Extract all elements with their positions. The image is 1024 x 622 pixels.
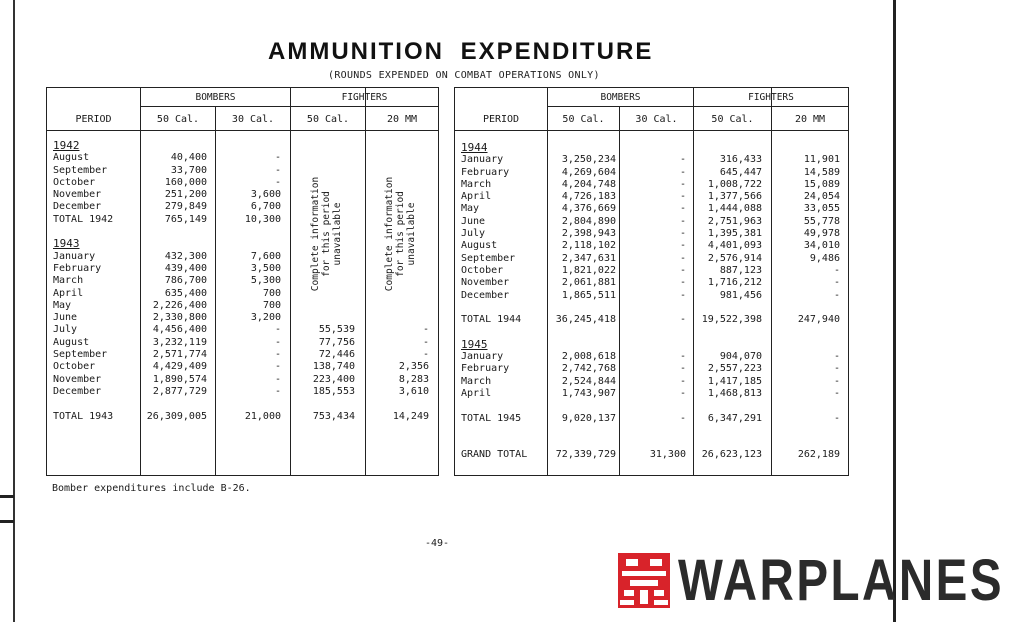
cell-bombers-50cal: 9,020,137 bbox=[561, 412, 616, 424]
row-period-label: March bbox=[53, 275, 84, 287]
watermark-text: WARPLANES bbox=[678, 548, 1005, 613]
row-period-label: June bbox=[53, 312, 78, 324]
period-header: PERIOD bbox=[75, 114, 112, 125]
cell-fighters-20mm: 9,486 bbox=[809, 252, 840, 264]
cell-fighters-50cal: 2,576,914 bbox=[707, 252, 762, 264]
cell-fighters-20mm: - bbox=[422, 349, 429, 361]
cell-fighters-50cal bbox=[694, 425, 762, 437]
cell-bombers-30cal: - bbox=[679, 154, 686, 166]
unavailable-note-fighters-20: Complete information for this period unavailable bbox=[384, 176, 417, 292]
cell-bombers-30cal: - bbox=[679, 387, 686, 399]
cell-bombers-50cal: 1,743,907 bbox=[561, 387, 616, 399]
cell-fighters-20mm: - bbox=[833, 277, 840, 289]
cell-bombers-50cal: 2,524,844 bbox=[561, 375, 616, 387]
cell-bombers-30cal: - bbox=[679, 203, 686, 215]
bombers-group-header: BOMBERS bbox=[600, 92, 641, 103]
fighters-20mm-header: 20 MM bbox=[386, 114, 418, 125]
cell-fighters-20mm bbox=[772, 142, 840, 154]
cell-fighters-20mm bbox=[366, 152, 429, 164]
cell-bombers-50cal bbox=[141, 140, 207, 152]
row-period-label: September bbox=[461, 252, 516, 264]
cell-bombers-30cal: - bbox=[274, 349, 281, 361]
cell-bombers-30cal bbox=[620, 302, 686, 314]
cell-fighters-20mm: 24,054 bbox=[803, 191, 840, 203]
cell-bombers-50cal: 3,232,119 bbox=[152, 336, 207, 348]
cell-bombers-30cal: - bbox=[274, 385, 281, 397]
row-period-label: August bbox=[53, 336, 90, 348]
bombers-50cal-header: 50 Cal. bbox=[562, 114, 605, 125]
cell-bombers-30cal: - bbox=[679, 252, 686, 264]
period-header: PERIOD bbox=[482, 114, 520, 125]
row-period-label: November bbox=[53, 189, 102, 201]
fighters-20mm-header: 20 MM bbox=[794, 114, 826, 125]
cell-fighters-50cal: 2,751,963 bbox=[707, 215, 762, 227]
cell-bombers-50cal bbox=[548, 400, 616, 412]
cell-bombers-50cal: 4,456,400 bbox=[152, 324, 207, 336]
page-binding-line bbox=[13, 0, 15, 622]
row-period-label bbox=[461, 425, 527, 437]
row-period-label: September bbox=[53, 349, 108, 361]
row-period-label: December bbox=[461, 289, 510, 301]
cell-fighters-20mm: - bbox=[833, 375, 840, 387]
cell-bombers-50cal: 432,300 bbox=[164, 250, 207, 262]
warplanes-emblem-icon bbox=[618, 553, 670, 608]
bombers-30cal-header: 30 Cal. bbox=[231, 114, 275, 125]
row-period-label: July bbox=[53, 324, 78, 336]
cell-fighters-50cal: 2,557,223 bbox=[707, 363, 762, 375]
cell-bombers-50cal: 4,269,604 bbox=[561, 166, 616, 178]
cell-bombers-50cal bbox=[141, 398, 207, 410]
cell-bombers-30cal: 700 bbox=[262, 287, 281, 299]
cell-fighters-20mm: - bbox=[422, 336, 429, 348]
cell-bombers-30cal: 700 bbox=[262, 299, 281, 311]
cell-fighters-50cal: 26,623,123 bbox=[701, 449, 762, 461]
cell-bombers-30cal: 6,700 bbox=[250, 201, 281, 213]
cell-fighters-20mm bbox=[772, 339, 840, 351]
bombers-50cal-header: 50 Cal. bbox=[156, 114, 200, 125]
cell-fighters-50cal: 138,740 bbox=[312, 361, 355, 373]
cell-bombers-50cal: 26,309,005 bbox=[146, 410, 207, 422]
row-period-label: October bbox=[461, 264, 504, 276]
row-period-label: July bbox=[461, 228, 486, 240]
cell-bombers-30cal bbox=[216, 140, 281, 152]
cell-bombers-50cal: 439,400 bbox=[164, 262, 207, 274]
cell-bombers-30cal bbox=[216, 398, 281, 410]
cell-bombers-50cal bbox=[548, 302, 616, 314]
cell-fighters-50cal bbox=[291, 152, 355, 164]
cell-bombers-50cal: 160,000 bbox=[164, 176, 207, 188]
cell-fighters-50cal: 77,756 bbox=[318, 336, 355, 348]
row-period-label: April bbox=[461, 387, 492, 399]
cell-fighters-50cal: 1,008,722 bbox=[707, 178, 762, 190]
cell-fighters-20mm bbox=[366, 312, 429, 324]
cell-fighters-20mm: 8,283 bbox=[398, 373, 429, 385]
cell-fighters-20mm: - bbox=[833, 351, 840, 363]
cell-bombers-50cal: 33,700 bbox=[170, 164, 207, 176]
cell-bombers-30cal: 7,600 bbox=[250, 250, 281, 262]
cell-fighters-50cal: 1,716,212 bbox=[707, 277, 762, 289]
cell-bombers-50cal: 2,226,400 bbox=[152, 299, 207, 311]
cell-bombers-50cal bbox=[548, 339, 616, 351]
cell-bombers-30cal: - bbox=[679, 375, 686, 387]
cell-bombers-30cal: - bbox=[274, 373, 281, 385]
cell-bombers-30cal: - bbox=[679, 178, 686, 190]
row-period-label bbox=[461, 400, 527, 412]
row-period-label: August bbox=[461, 240, 498, 252]
cell-fighters-20mm: 15,089 bbox=[803, 178, 840, 190]
cell-fighters-20mm bbox=[772, 400, 840, 412]
cell-bombers-50cal: 2,330,800 bbox=[152, 312, 207, 324]
cell-fighters-50cal bbox=[694, 437, 762, 449]
cell-bombers-30cal: - bbox=[679, 264, 686, 276]
cell-fighters-20mm: 14,249 bbox=[392, 410, 429, 422]
cell-bombers-50cal: 786,700 bbox=[164, 275, 207, 287]
row-period-label: GRAND TOTAL bbox=[461, 449, 528, 461]
cell-bombers-30cal: - bbox=[679, 412, 686, 424]
binding-mark bbox=[0, 520, 14, 523]
cell-fighters-20mm: 11,901 bbox=[803, 154, 840, 166]
row-period-label: October bbox=[53, 176, 96, 188]
cell-fighters-50cal: 4,401,093 bbox=[707, 240, 762, 252]
cell-bombers-50cal: 2,008,618 bbox=[561, 351, 616, 363]
cell-bombers-50cal: 36,245,418 bbox=[555, 314, 616, 326]
cell-fighters-20mm bbox=[772, 302, 840, 314]
row-period-label: March bbox=[461, 178, 492, 190]
row-period-label: TOTAL 1945 bbox=[461, 412, 522, 424]
cell-fighters-50cal: 6,347,291 bbox=[707, 412, 762, 424]
cell-bombers-30cal: 10,300 bbox=[244, 213, 281, 225]
cell-fighters-20mm: - bbox=[833, 412, 840, 424]
row-period-label: January bbox=[461, 154, 504, 166]
page-number: -49- bbox=[425, 538, 450, 549]
cell-bombers-50cal: 2,398,943 bbox=[561, 228, 616, 240]
cell-bombers-30cal bbox=[620, 142, 686, 154]
unavailable-note-fighters-50: Complete information for this period unavailable bbox=[310, 176, 343, 292]
cell-bombers-50cal: 279,849 bbox=[164, 201, 207, 213]
cell-fighters-50cal bbox=[694, 339, 762, 351]
cell-fighters-50cal: 981,456 bbox=[719, 289, 762, 301]
cell-fighters-20mm: - bbox=[833, 387, 840, 399]
row-period-label: March bbox=[461, 375, 492, 387]
row-period-label: August bbox=[53, 152, 90, 164]
cell-bombers-30cal: - bbox=[679, 277, 686, 289]
cell-fighters-50cal bbox=[291, 312, 355, 324]
cell-fighters-50cal: 1,395,381 bbox=[707, 228, 762, 240]
cell-bombers-50cal: 2,571,774 bbox=[152, 349, 207, 361]
fighters-group-header: FIGHTERS bbox=[341, 92, 388, 103]
cell-bombers-50cal: 1,865,511 bbox=[561, 289, 616, 301]
cell-fighters-20mm: 33,055 bbox=[803, 203, 840, 215]
cell-bombers-30cal bbox=[620, 326, 686, 338]
bombers-30cal-header: 30 Cal. bbox=[635, 114, 678, 125]
fighters-50cal-header: 50 Cal. bbox=[306, 114, 350, 125]
row-period-label: 1943 bbox=[53, 237, 80, 251]
cell-fighters-50cal bbox=[694, 142, 762, 154]
cell-bombers-30cal bbox=[216, 238, 281, 250]
cell-bombers-30cal: 5,300 bbox=[250, 275, 281, 287]
row-period-label: April bbox=[53, 287, 84, 299]
right-expenditure-table bbox=[454, 87, 849, 476]
cell-fighters-20mm: - bbox=[833, 264, 840, 276]
cell-fighters-50cal: 1,468,813 bbox=[707, 387, 762, 399]
row-period-label: TOTAL 1943 bbox=[53, 410, 114, 422]
cell-fighters-50cal: 753,434 bbox=[312, 410, 355, 422]
cell-bombers-50cal bbox=[548, 326, 616, 338]
row-period-label: November bbox=[461, 277, 510, 289]
cell-bombers-50cal: 4,726,183 bbox=[561, 191, 616, 203]
cell-bombers-50cal: 4,429,409 bbox=[152, 361, 207, 373]
cell-bombers-30cal: 3,500 bbox=[250, 262, 281, 274]
cell-fighters-50cal: 904,070 bbox=[719, 351, 762, 363]
row-period-label: January bbox=[53, 250, 96, 262]
cell-fighters-50cal: 55,539 bbox=[318, 324, 355, 336]
row-period-label: September bbox=[53, 164, 108, 176]
cell-fighters-20mm bbox=[366, 140, 429, 152]
cell-bombers-50cal: 3,250,234 bbox=[561, 154, 616, 166]
page-subtitle: (ROUNDS EXPENDED ON COMBAT OPERATIONS ONLY) bbox=[328, 70, 600, 81]
cell-fighters-50cal: 1,377,566 bbox=[707, 191, 762, 203]
cell-bombers-30cal: - bbox=[274, 336, 281, 348]
cell-fighters-20mm: 2,356 bbox=[398, 361, 429, 373]
cell-bombers-50cal: 2,347,631 bbox=[561, 252, 616, 264]
cell-fighters-50cal: 1,444,088 bbox=[707, 203, 762, 215]
row-period-label: TOTAL 1944 bbox=[461, 314, 522, 326]
binding-mark bbox=[0, 495, 14, 498]
cell-fighters-50cal bbox=[694, 326, 762, 338]
cell-fighters-50cal: 887,123 bbox=[719, 264, 762, 276]
cell-fighters-50cal: 316,433 bbox=[719, 154, 762, 166]
cell-bombers-30cal bbox=[620, 339, 686, 351]
cell-bombers-50cal: 765,149 bbox=[164, 213, 207, 225]
row-period-label: February bbox=[53, 262, 102, 274]
row-period-label: 1942 bbox=[53, 139, 80, 152]
fighters-50cal-header: 50 Cal. bbox=[711, 114, 754, 125]
cell-bombers-30cal: - bbox=[274, 176, 281, 188]
cell-fighters-20mm: 49,978 bbox=[803, 228, 840, 240]
cell-bombers-30cal bbox=[620, 400, 686, 412]
row-period-label: TOTAL 1942 bbox=[53, 213, 114, 225]
footnote: Bomber expenditures include B-26. bbox=[52, 483, 251, 494]
cell-bombers-30cal: 3,200 bbox=[250, 312, 281, 324]
row-period-label: May bbox=[53, 299, 72, 311]
cell-bombers-30cal: - bbox=[679, 363, 686, 375]
cell-bombers-30cal: - bbox=[679, 351, 686, 363]
row-period-label bbox=[461, 302, 527, 314]
row-period-label: 1945 bbox=[461, 337, 488, 351]
row-period-label: December bbox=[53, 201, 102, 213]
row-period-label: January bbox=[461, 351, 504, 363]
cell-bombers-30cal: - bbox=[679, 215, 686, 227]
cell-fighters-20mm: - bbox=[833, 289, 840, 301]
cell-fighters-20mm: 34,010 bbox=[803, 240, 840, 252]
cell-bombers-50cal: 251,200 bbox=[164, 189, 207, 201]
left-expenditure-table bbox=[46, 87, 439, 476]
cell-bombers-30cal bbox=[620, 425, 686, 437]
cell-bombers-50cal: 4,376,669 bbox=[561, 203, 616, 215]
cell-bombers-50cal: 1,821,022 bbox=[561, 264, 616, 276]
cell-bombers-50cal: 1,890,574 bbox=[152, 373, 207, 385]
cell-bombers-50cal bbox=[141, 226, 207, 238]
row-period-label bbox=[53, 398, 113, 410]
cell-bombers-30cal bbox=[620, 437, 686, 449]
row-period-label: May bbox=[461, 203, 480, 215]
row-period-label: 1944 bbox=[461, 141, 488, 154]
cell-bombers-30cal: - bbox=[679, 289, 686, 301]
cell-bombers-30cal: - bbox=[274, 164, 281, 176]
row-period-label: December bbox=[53, 385, 102, 397]
cell-bombers-30cal: - bbox=[274, 152, 281, 164]
warplanes-watermark bbox=[618, 548, 1018, 613]
cell-fighters-50cal: 19,522,398 bbox=[701, 314, 762, 326]
cell-bombers-50cal bbox=[548, 425, 616, 437]
cell-fighters-20mm bbox=[772, 425, 840, 437]
cell-fighters-20mm: 3,610 bbox=[398, 385, 429, 397]
cell-bombers-30cal bbox=[216, 226, 281, 238]
cell-bombers-30cal: - bbox=[274, 361, 281, 373]
page-edge-line bbox=[893, 0, 896, 622]
row-period-label: October bbox=[53, 361, 96, 373]
bombers-group-header: BOMBERS bbox=[195, 92, 236, 103]
cell-fighters-50cal: 1,417,185 bbox=[707, 375, 762, 387]
cell-bombers-30cal: - bbox=[679, 166, 686, 178]
cell-bombers-30cal: 31,300 bbox=[649, 449, 686, 461]
row-period-label bbox=[461, 437, 527, 449]
cell-fighters-50cal: 72,446 bbox=[318, 349, 355, 361]
row-period-label bbox=[461, 326, 527, 338]
cell-bombers-50cal: 635,400 bbox=[164, 287, 207, 299]
cell-bombers-50cal: 40,400 bbox=[170, 152, 207, 164]
cell-fighters-20mm: 247,940 bbox=[797, 314, 840, 326]
cell-fighters-20mm: 14,589 bbox=[803, 166, 840, 178]
cell-fighters-50cal bbox=[291, 140, 355, 152]
cell-fighters-50cal: 223,400 bbox=[312, 373, 355, 385]
cell-bombers-30cal: - bbox=[679, 228, 686, 240]
cell-bombers-50cal: 2,804,890 bbox=[561, 215, 616, 227]
cell-bombers-50cal bbox=[548, 437, 616, 449]
cell-fighters-20mm bbox=[772, 437, 840, 449]
cell-fighters-50cal bbox=[291, 398, 355, 410]
cell-bombers-50cal: 2,061,881 bbox=[561, 277, 616, 289]
cell-bombers-30cal: - bbox=[679, 240, 686, 252]
cell-bombers-50cal: 4,204,748 bbox=[561, 178, 616, 190]
cell-bombers-30cal: - bbox=[679, 314, 686, 326]
cell-bombers-30cal: 21,000 bbox=[244, 410, 281, 422]
row-period-label: April bbox=[461, 191, 492, 203]
fighters-group-header: FIGHTERS bbox=[748, 92, 794, 103]
cell-fighters-20mm: 55,778 bbox=[803, 215, 840, 227]
cell-fighters-50cal bbox=[694, 302, 762, 314]
page-title: AMMUNITION EXPENDITURE bbox=[268, 38, 654, 65]
cell-fighters-50cal bbox=[694, 400, 762, 412]
cell-bombers-50cal: 2,118,102 bbox=[561, 240, 616, 252]
cell-bombers-50cal: 2,742,768 bbox=[561, 363, 616, 375]
row-period-label: November bbox=[53, 373, 102, 385]
row-period-label: February bbox=[461, 363, 510, 375]
cell-fighters-20mm: - bbox=[833, 363, 840, 375]
cell-bombers-30cal: - bbox=[679, 191, 686, 203]
cell-bombers-50cal: 2,877,729 bbox=[152, 385, 207, 397]
row-period-label: June bbox=[461, 215, 486, 227]
cell-bombers-50cal bbox=[141, 238, 207, 250]
cell-fighters-20mm bbox=[772, 326, 840, 338]
cell-fighters-20mm: - bbox=[422, 324, 429, 336]
cell-bombers-30cal: - bbox=[274, 324, 281, 336]
cell-fighters-50cal: 185,553 bbox=[312, 385, 355, 397]
cell-bombers-50cal bbox=[548, 142, 616, 154]
cell-fighters-20mm bbox=[366, 398, 429, 410]
cell-fighters-20mm: 262,189 bbox=[797, 449, 840, 461]
cell-fighters-50cal: 645,447 bbox=[719, 166, 762, 178]
cell-bombers-30cal: 3,600 bbox=[250, 189, 281, 201]
cell-bombers-50cal: 72,339,729 bbox=[555, 449, 616, 461]
row-period-label: February bbox=[461, 166, 510, 178]
